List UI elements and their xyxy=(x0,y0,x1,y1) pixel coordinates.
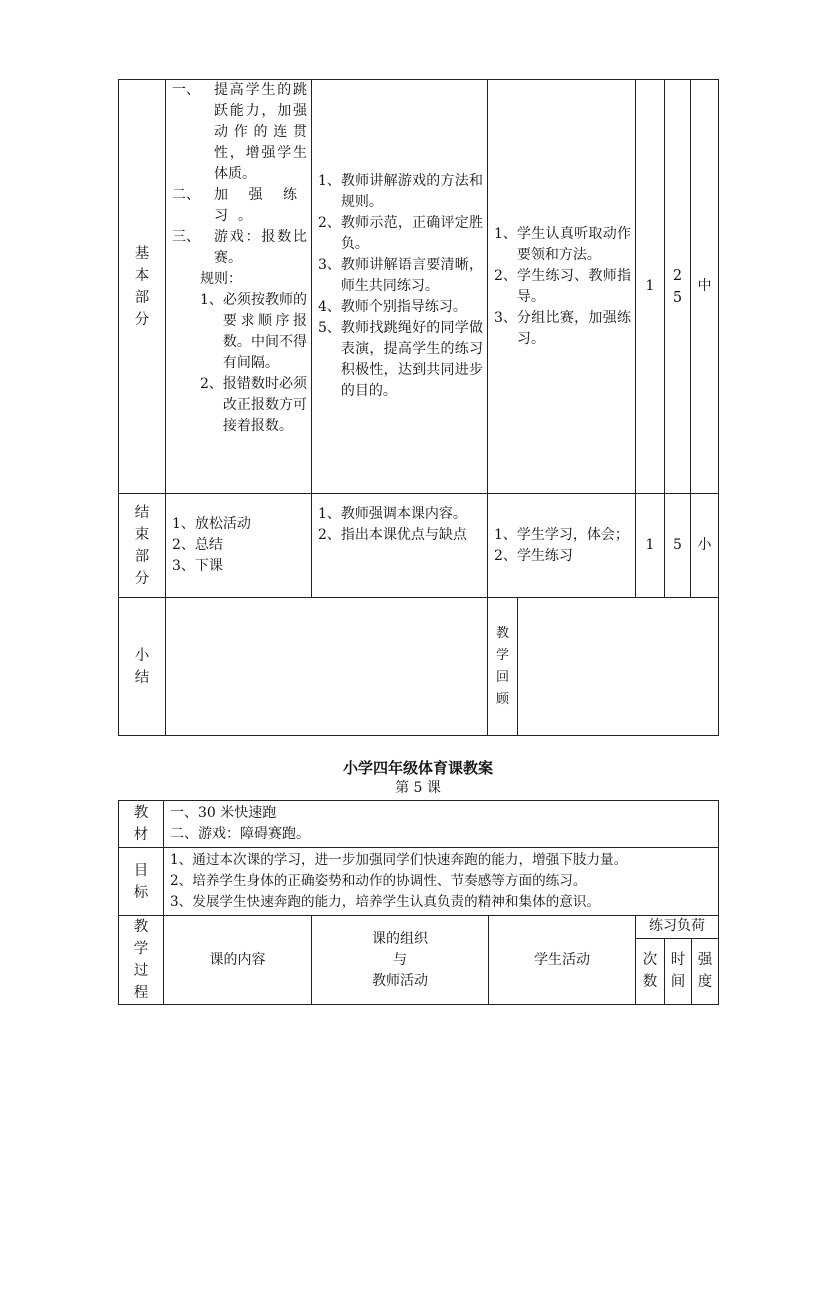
student-item: 2、学生练习 xyxy=(494,547,573,564)
teaching-review-content xyxy=(518,598,719,736)
content-item: 3、下课 xyxy=(172,558,223,574)
teacher-item: 4、 教师个别指导练习。 xyxy=(318,299,467,315)
goal-item: 1、通过本次课的学习，进一步加强同学们快速奔跑的能力，增强下肢力量。 xyxy=(170,852,628,868)
column-header-time: 时 间 xyxy=(665,938,692,1004)
column-header-count: 次 数 xyxy=(636,938,665,1004)
lesson-plan-table xyxy=(118,800,719,1005)
basic-student-cell xyxy=(488,80,636,494)
content-item: 一、 提高学生的跳跃能力，加强动作的连贯性，增强学生体质。 xyxy=(172,82,307,182)
column-header-student-activity: 学生活动 xyxy=(489,916,636,1005)
content-item: 1、放松活动 xyxy=(172,516,251,532)
ending-time: 5 xyxy=(665,494,691,598)
teacher-item: 5、 教师找跳绳好的同学做表演，提高学生的练习积极性，达到共同进步的目的。 xyxy=(318,320,483,399)
column-header-exercise-load: 练习负荷 xyxy=(636,916,719,939)
ending-student-cell xyxy=(488,494,636,598)
teaching-review-label: 教 学 回 顾 xyxy=(488,598,518,736)
teacher-item: 1、 教师讲解游戏的方法和规则。 xyxy=(318,173,483,210)
summary-row xyxy=(119,598,719,736)
student-item: 3、 分组比赛，加强练习。 xyxy=(494,309,632,347)
basic-intensity: 中 xyxy=(691,80,719,494)
material-label: 教 材 xyxy=(119,801,164,848)
process-label: 教 学 过 程 xyxy=(119,916,164,1005)
ending-section-label: 结 束 部 分 xyxy=(119,494,166,598)
basic-section-label: 基 本 部 分 xyxy=(119,80,166,494)
rule-item: 1、 必须按教师的要求顺序报数。中间不得有间隔。 xyxy=(200,292,307,371)
rule-item: 2、 报错数时必须改正报数方可接着报数。 xyxy=(200,376,307,434)
basic-count: 1 xyxy=(636,80,665,494)
goals-row xyxy=(119,848,719,916)
column-header-organization: 课的组织 与 教师活动 xyxy=(312,916,489,1005)
basic-teacher-cell xyxy=(312,80,488,494)
goal-item: 3、发展学生快速奔跑的能力，培养学生认真负责的精神和集体的意识。 xyxy=(170,894,601,910)
goals-label: 目 标 xyxy=(119,848,164,916)
ending-teacher-cell xyxy=(312,494,488,598)
basic-section-row xyxy=(119,80,719,494)
lesson-number: 第 5 课 xyxy=(395,780,441,796)
ending-content-cell xyxy=(166,494,312,598)
material-content xyxy=(164,801,719,848)
lesson-title: 小学四年级体育课教案 xyxy=(342,759,493,777)
goal-item: 2、培养学生身体的正确姿势和动作的协调性、节奏感等方面的练习。 xyxy=(170,873,587,889)
column-header-intensity: 强 度 xyxy=(692,938,719,1004)
summary-content xyxy=(166,598,488,736)
rules-label: 规则： xyxy=(200,271,242,287)
student-item: 1、学生学习，体会； xyxy=(494,526,629,543)
student-item: 2、 学生练习、教师指导。 xyxy=(494,267,632,305)
material-item: 二、游戏：障碍赛跑。 xyxy=(170,826,310,842)
process-header-row xyxy=(119,916,719,939)
goals-content xyxy=(164,848,719,916)
content-item: 2、总结 xyxy=(172,537,223,553)
basic-time: 2 5 xyxy=(665,80,691,494)
column-header-content: 课的内容 xyxy=(164,916,312,1005)
student-item: 1、 学生认真听取动作要领和方法。 xyxy=(494,225,632,263)
material-row xyxy=(119,801,719,848)
teacher-item: 3、 教师讲解语言要清晰，师生共同练习。 xyxy=(318,257,483,294)
content-item: 二、 加强练习。 xyxy=(172,187,307,224)
ending-count: 1 xyxy=(636,494,665,598)
lesson-table-continued xyxy=(118,79,719,736)
teacher-item: 2、指出本课优点与缺点 xyxy=(318,527,467,543)
ending-intensity: 小 xyxy=(691,494,719,598)
content-item: 三、 游戏：报数比赛。 xyxy=(172,229,307,266)
teacher-item: 2、 教师示范，正确评定胜负。 xyxy=(318,215,483,252)
material-item: 一、30 米快速跑 xyxy=(170,805,277,821)
basic-content-cell xyxy=(166,80,312,494)
summary-label: 小 结 xyxy=(119,598,166,736)
ending-section-row xyxy=(119,494,719,598)
teacher-item: 1、教师强调本课内容。 xyxy=(318,506,467,522)
